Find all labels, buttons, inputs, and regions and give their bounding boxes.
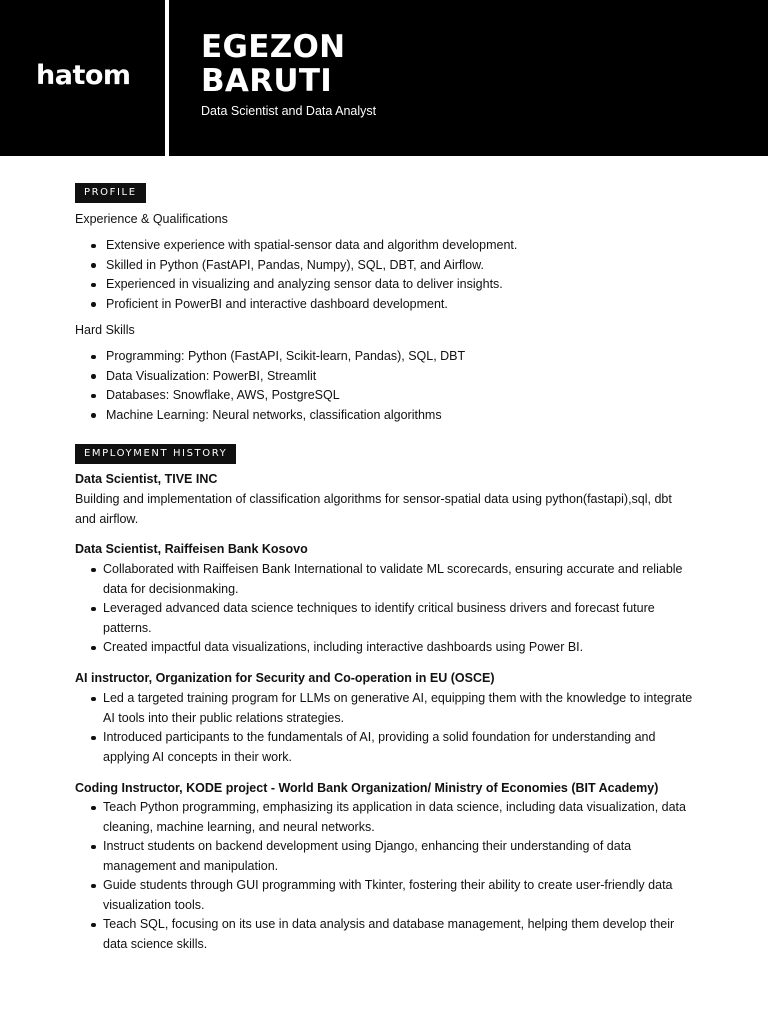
experience-heading: Experience & Qualifications <box>75 212 228 226</box>
list-item: Introduced participants to the fundamentals of AI, providing a solid foundation for understanding and applying AI concepts in their work. <box>75 728 700 767</box>
job-title-osce: AI instructor, Organization for Security and Co-operation in EU (OSCE) <box>75 671 495 685</box>
company-logo: hatom <box>36 60 131 91</box>
list-item: Leveraged advanced data science techniques to identify critical business drivers and forecast future patterns. <box>75 599 700 638</box>
job-title-kode: Coding Instructor, KODE project - World Bank Organization/ Ministry of Economies (BIT Academy) <box>75 781 659 795</box>
job-list-kode <box>75 798 700 954</box>
job-list-osce <box>75 689 700 767</box>
list-item: Machine Learning: Neural networks, classification algorithms <box>75 406 700 426</box>
list-item: Proficient in PowerBI and interactive dashboard development. <box>75 295 700 315</box>
list-item: Led a targeted training program for LLMs on generative AI, equipping them with the knowledge to integrate AI tools into their public relations strategies. <box>75 689 700 728</box>
skills-heading: Hard Skills <box>75 323 135 337</box>
list-item: Teach SQL, focusing on its use in data analysis and database management, helping them develop their data science skills. <box>75 915 700 954</box>
list-item: Programming: Python (FastAPI, Scikit-learn, Pandas), SQL, DBT <box>75 347 700 367</box>
list-item: Instruct students on backend development using Django, enhancing their understanding of data management and manipulation. <box>75 837 700 876</box>
job-title-raiffeisen: Data Scientist, Raiffeisen Bank Kosovo <box>75 542 308 556</box>
resume-header <box>0 0 768 156</box>
list-item: Created impactful data visualizations, including interactive dashboards using Power BI. <box>75 638 700 658</box>
job-list-raiffeisen <box>75 560 700 658</box>
profile-section-label: PROFILE <box>75 183 146 203</box>
list-item: Teach Python programming, emphasizing its application in data science, including data visualization, data cleaning, machine learning, and neural networks. <box>75 798 700 837</box>
job-title: Data Scientist and Data Analyst <box>201 104 377 118</box>
experience-list <box>75 236 700 314</box>
list-item: Data Visualization: PowerBI, Streamlit <box>75 367 700 387</box>
job-description-tive: Building and implementation of classification algorithms for sensor-spatial data using python(fastapi),sql, dbt and airflow. <box>75 492 672 526</box>
list-item: Experienced in visualizing and analyzing sensor data to deliver insights. <box>75 275 700 295</box>
skills-list <box>75 347 700 425</box>
list-item: Collaborated with Raiffeisen Bank International to validate ML scorecards, ensuring accurate and reliable data for decisionmaking. <box>75 560 700 599</box>
last-name: BARUTI <box>201 63 333 99</box>
employment-section-label: EMPLOYMENT HISTORY <box>75 444 236 464</box>
person-name <box>201 30 345 98</box>
first-name: EGEZON <box>201 29 346 65</box>
header-divider <box>165 0 169 156</box>
list-item: Extensive experience with spatial-sensor data and algorithm development. <box>75 236 700 256</box>
list-item: Databases: Snowflake, AWS, PostgreSQL <box>75 386 700 406</box>
list-item: Skilled in Python (FastAPI, Pandas, Numpy), SQL, DBT, and Airflow. <box>75 256 700 276</box>
list-item: Guide students through GUI programming with Tkinter, fostering their ability to create user-friendly data visualization tools. <box>75 876 700 915</box>
job-title-tive: Data Scientist, TIVE INC <box>75 472 218 486</box>
